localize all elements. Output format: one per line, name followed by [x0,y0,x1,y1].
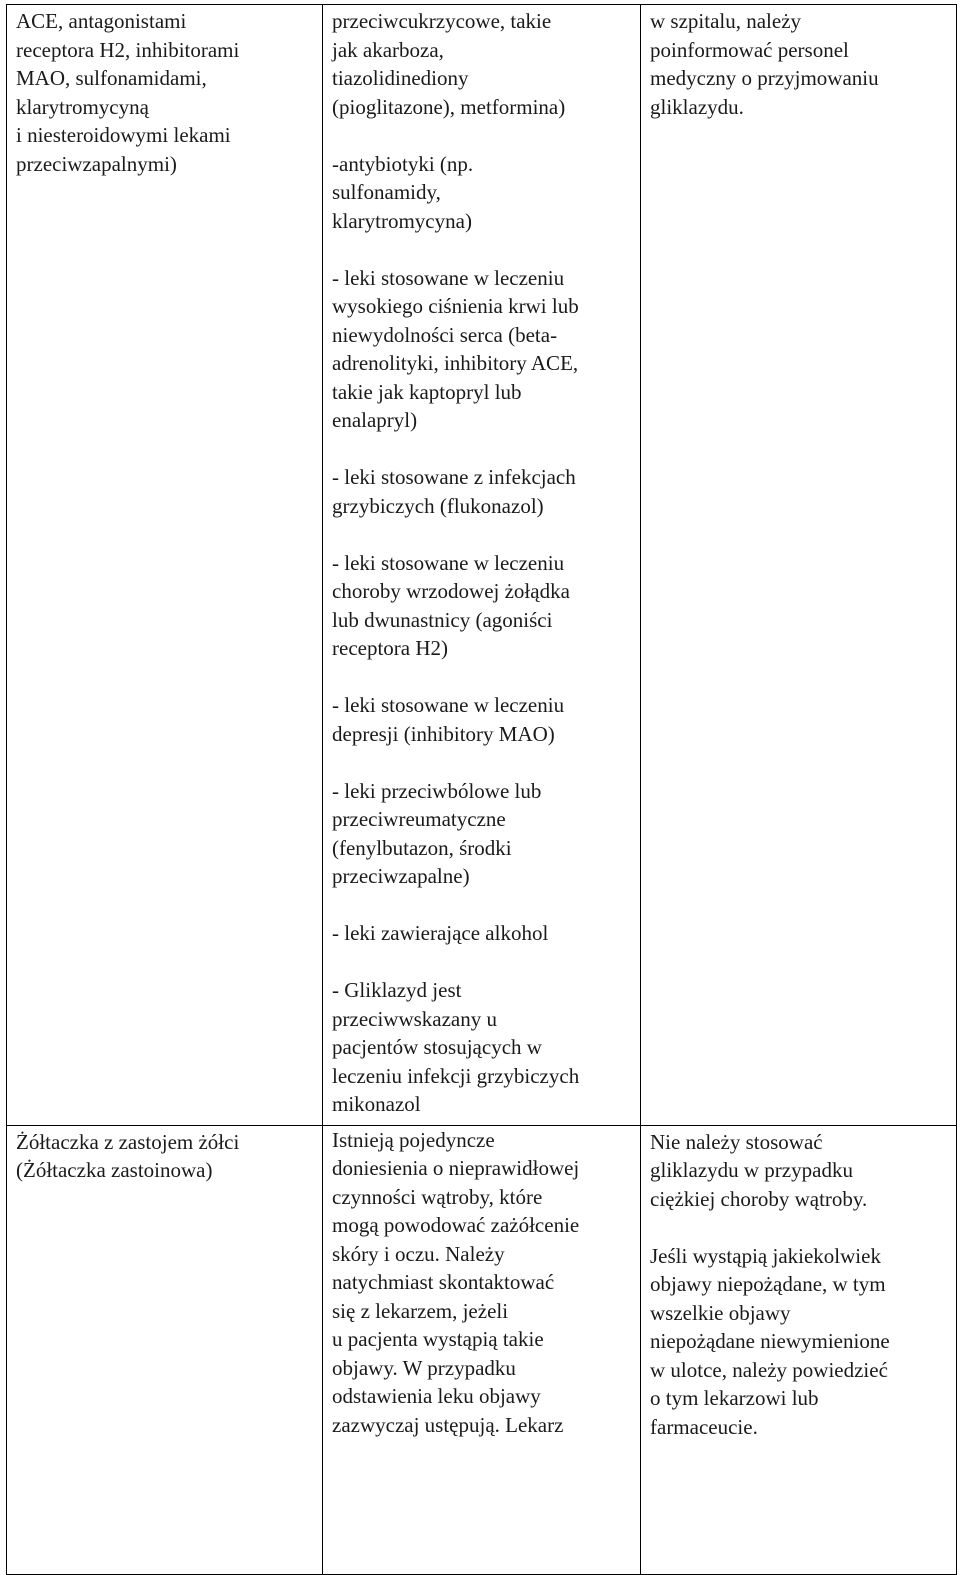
paragraph: - leki stosowane w leczeniu choroby wrzodowej żołądka lub dwunastnicy (agoniści receptora H2) [332,550,570,660]
paragraph: Istnieją pojedyncze doniesienia o nieprawidłowej czynności wątroby, które mogą powodować zażółcenie skóry i oczu. Należy natychmiast skontaktować się z lekarzem, jeżeli u pacjenta wystąpią takie objawy. W przypadku odstawienia leku objawy zazwyczaj ustępują. Lekarz [332,1127,580,1437]
paragraph: przeciwcukrzycowe, takie jak akarboza, tiazolidinediony (pioglitazone), metformina) [332,9,566,119]
paragraph: Nie należy stosować gliklazydu w przypadku ciężkiej choroby wątroby. [650,1129,868,1211]
paragraph: -antybiotyki (np. sulfonamidy, klarytromycyna) [332,151,474,233]
table-row [7,5,957,1126]
interactions-cell-left [7,5,323,1126]
interactions-cell-middle [323,5,641,1126]
document-table [6,4,957,1575]
paragraph: Jeśli wystąpią jakiekolwiek objawy niepożądane, w tym wszelkie objawy niepożądane niewymienione w ulotce, należy powiedzieć o tym lekarzowi lub farmaceucie. [650,1243,890,1439]
paragraph: - Gliklazyd jest przeciwwskazany u pacjentów stosujących w leczeniu infekcji grzybiczych mikonazol [332,978,580,1116]
paragraph: ACE, antagonistami receptora H2, inhibitorami MAO, sulfonamidami, klarytromycyną i niesteroidowymi lekami przeciwzapalnymi) [16,9,240,176]
paragraph: - leki zawierające alkohol [332,921,549,945]
paragraph: - leki stosowane w leczeniu wysokiego ciśnienia krwi lub niewydolności serca (beta- adrenolityki, inhibitory ACE, takie jak kaptopryl lub enalapryl) [332,265,579,432]
table-row [7,1125,957,1574]
paragraph: - leki przeciwbólowe lub przeciwreumatyczne (fenylbutazon, środki przeciwzapalne) [332,778,542,888]
paragraph: w szpitalu, należy poinformować personel medyczny o przyjmowaniu gliklazydu. [650,9,879,119]
jaundice-cell-middle [323,1125,641,1574]
paragraph: Żółtaczka z zastojem żółci (Żółtaczka zastoinowa) [16,1129,240,1182]
paragraph: - leki stosowane z infekcjach grzybiczych (flukonazol) [332,465,576,518]
paragraph: - leki stosowane w leczeniu depresji (inhibitory MAO) [332,693,565,746]
interactions-cell-right [641,5,957,1126]
jaundice-cell-right [641,1125,957,1574]
jaundice-cell-left [7,1125,323,1574]
